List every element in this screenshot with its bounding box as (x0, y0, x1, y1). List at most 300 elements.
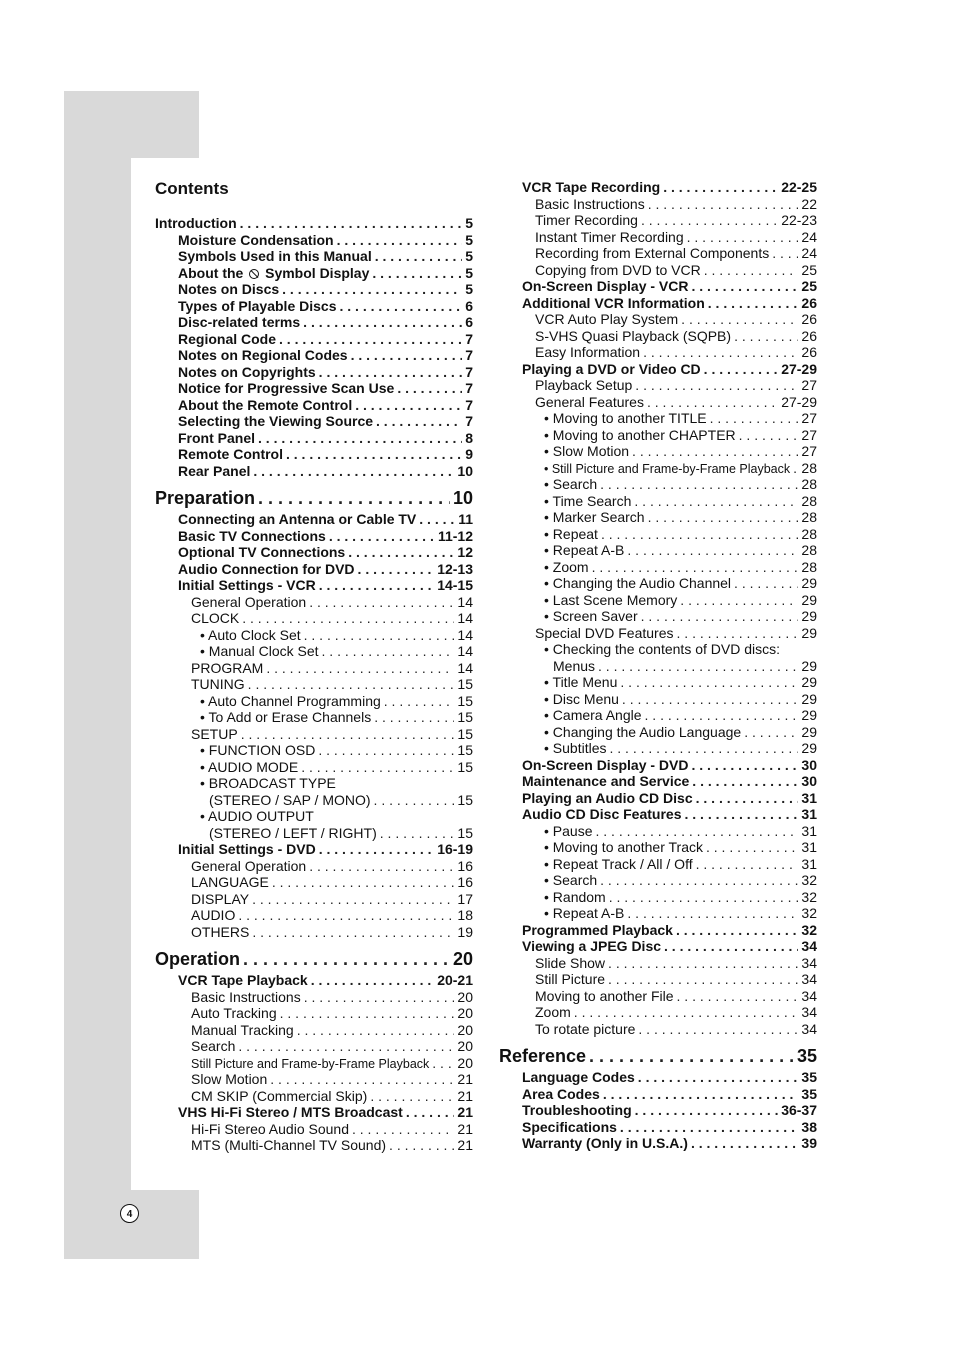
toc-page-number: 7 (465, 396, 473, 413)
toc-entry-title: Notes on Discs (178, 281, 280, 297)
dot-leader (322, 643, 455, 660)
dot-leader (309, 594, 454, 611)
prohibited-disc-icon (249, 269, 259, 279)
toc-entry-title: On-Screen Display - DVD (522, 756, 689, 773)
toc-entry (155, 808, 473, 825)
toc-section-heading (155, 487, 473, 509)
toc-entry-title: • Screen Saver (544, 608, 638, 624)
dot-leader (681, 311, 798, 328)
toc-entry (155, 265, 473, 282)
toc-page-number: 34 (801, 938, 817, 954)
dot-leader (358, 561, 435, 578)
toc-page-number: 29 (801, 723, 817, 740)
toc-page-number: 5 (465, 248, 473, 264)
toc-entry-title: Types of Playable Discs (178, 297, 337, 314)
dot-leader (647, 394, 778, 411)
dot-leader (734, 575, 798, 592)
dot-leader (684, 806, 798, 823)
toc-entry (522, 955, 817, 972)
toc-entry (155, 511, 473, 528)
toc-entry-title: Playing a DVD or Video CD (522, 360, 701, 377)
toc-page-number: 17 (457, 890, 473, 907)
dot-leader (370, 1088, 454, 1105)
dot-leader (677, 625, 799, 642)
toc-page-number: 32 (801, 905, 817, 921)
dot-leader (596, 823, 799, 840)
dot-leader (248, 676, 455, 693)
dot-leader (241, 726, 455, 743)
toc-entry (522, 311, 817, 328)
toc-page-number: 28 (801, 509, 817, 525)
dot-leader (622, 691, 799, 708)
toc-entry (522, 922, 817, 939)
dot-leader (687, 229, 799, 246)
toc-entry (522, 526, 817, 543)
toc-page-number: 7 (465, 347, 473, 363)
toc-page-number: 28 (801, 492, 817, 509)
toc-entry (522, 839, 817, 856)
toc-entry-title: Connecting an Antenna or Cable TV (178, 511, 417, 527)
toc-entry (155, 331, 473, 348)
toc-page-number: 7 (465, 380, 473, 396)
dot-leader (243, 948, 450, 970)
dot-leader (258, 487, 450, 509)
toc-entry (522, 592, 817, 609)
dot-leader (608, 955, 798, 972)
toc-entry (155, 314, 473, 331)
toc-entry (522, 509, 817, 526)
toc-entry-title: MTS (Multi-Channel TV Sound) (191, 1137, 387, 1153)
dot-leader (635, 377, 798, 394)
toc-entry (155, 397, 473, 414)
toc-entry-title: About the Symbol Display (178, 264, 370, 281)
dot-leader (266, 660, 454, 677)
toc-entry (522, 608, 817, 625)
toc-page-number: 14 (457, 593, 473, 610)
dot-leader (677, 988, 799, 1005)
toc-entry (522, 1069, 817, 1086)
toc-entry-title: Auto Tracking (191, 1005, 277, 1021)
toc-entry (522, 889, 817, 906)
toc-entry-title: Initial Settings - VCR (178, 577, 316, 593)
toc-entry-title: • Time Search (544, 492, 632, 509)
toc-entry (522, 377, 817, 394)
dot-leader (258, 430, 462, 447)
toc-page-number: 15 (457, 791, 473, 808)
dot-leader (574, 1004, 799, 1021)
toc-entry-title: Maintenance and Service (522, 773, 690, 789)
toc-page-number: 11 (458, 511, 473, 527)
toc-page-number: 15 (457, 676, 473, 692)
toc-entry (155, 1121, 473, 1138)
toc-entry (155, 891, 473, 908)
toc-entry (522, 823, 817, 840)
toc-page-number: 16 (457, 857, 473, 874)
toc-entry-title: On-Screen Display - VCR (522, 278, 689, 294)
dot-leader (301, 759, 454, 776)
dot-leader (419, 511, 455, 528)
dot-leader (374, 709, 454, 726)
dot-leader (280, 1005, 455, 1022)
dot-leader (708, 295, 799, 312)
dot-leader (664, 938, 798, 955)
toc-page-number: 11-12 (437, 527, 473, 544)
toc-entry-title: • Disc Menu (544, 690, 619, 707)
toc-entry-title: Operation (155, 949, 241, 969)
dot-leader (319, 841, 435, 858)
toc-entry (155, 792, 473, 809)
toc-page-number: 14 (457, 643, 473, 659)
toc-entry-title: VCR Tape Recording (522, 179, 661, 195)
toc-entry-title: • Title Menu (544, 674, 618, 690)
toc-entry-title: Viewing a JPEG Disc (522, 938, 662, 954)
toc-page-number: 5 (465, 231, 473, 248)
dot-leader (610, 740, 799, 757)
toc-entry-title: Slow Motion (191, 1071, 268, 1087)
toc-entry (155, 298, 473, 315)
toc-entry (155, 759, 473, 776)
toc-entry-title: • Changing the Audio Language (544, 723, 742, 740)
dot-leader (319, 364, 463, 381)
toc-page-number: 32 (801, 872, 817, 888)
toc-entry (522, 1086, 817, 1103)
toc-entry-title: Playback Setup (535, 377, 633, 393)
toc-entry-title: Selecting the Viewing Source (178, 413, 374, 429)
toc-page-number: 28 (801, 542, 817, 558)
toc-entry-title: Notice for Progressive Scan Use (178, 380, 395, 396)
toc-page-number: 25 (801, 261, 817, 278)
toc-page-number: 34 (801, 1020, 817, 1037)
toc-entry-title: • To Add or Erase Channels (200, 709, 372, 725)
dot-leader (696, 790, 799, 807)
toc-page-number: 28 (801, 476, 817, 492)
dot-leader (240, 215, 463, 232)
toc-entry-title: • Changing the Audio Channel (544, 575, 732, 591)
toc-page-number: 14 (457, 626, 473, 643)
toc-page-number: 29 (801, 575, 817, 591)
toc-page-number: 7 (465, 363, 473, 380)
dot-leader (282, 281, 462, 298)
dot-leader (297, 1022, 455, 1039)
toc-entry-title: Menus (553, 657, 596, 674)
toc-page-number: 31 (801, 789, 817, 806)
dot-leader (641, 212, 778, 229)
toc-entry-title: VCR Tape Playback (178, 972, 308, 988)
dot-leader (309, 858, 454, 875)
toc-entry-title: Special DVD Features (535, 624, 674, 641)
toc-entry-title: • BROADCAST TYPE (200, 775, 336, 791)
toc-entry-title: Recording from External Components (535, 245, 770, 261)
toc-page-number: 15 (457, 692, 473, 709)
dot-leader (406, 1104, 455, 1121)
toc-page-number: 9 (465, 446, 473, 462)
toc-entry-title: Moving to another File (535, 987, 674, 1004)
toc-entry (155, 1022, 473, 1039)
toc-entry (155, 544, 473, 561)
toc-page-number: 26 (801, 327, 817, 344)
toc-page-number: 39 (801, 1135, 817, 1151)
toc-page-number: 31 (801, 822, 817, 839)
toc-entry-title: Timer Recording (535, 212, 638, 228)
toc-entry-title: Disc-related terms (178, 314, 301, 330)
dot-leader (375, 248, 463, 265)
toc-entry (522, 278, 817, 295)
contents-title: Contents (155, 179, 229, 198)
toc-entry-title: • Camera Angle (544, 707, 642, 723)
toc-page-number: 19 (457, 923, 473, 940)
toc-page-number: 34 (801, 954, 817, 971)
toc-entry-title: Optional TV Connections (178, 544, 346, 560)
dot-leader (704, 262, 799, 279)
toc-entry (522, 1119, 817, 1136)
toc-entry-title: Audio CD Disc Features (522, 806, 682, 822)
toc-entry-title: Introduction (155, 215, 237, 231)
toc-page-number: 32 (801, 921, 817, 938)
toc-entry (522, 740, 817, 757)
toc-entry (155, 577, 473, 594)
toc-entry (155, 825, 473, 842)
toc-entry-title: • Marker Search (544, 509, 645, 525)
toc-entry-title: • Repeat A-B (544, 905, 625, 921)
toc-page-number: 20 (457, 1005, 473, 1021)
dot-leader (638, 1069, 799, 1086)
toc-entry (155, 1137, 473, 1154)
dot-leader (304, 627, 455, 644)
dot-leader (635, 1102, 779, 1119)
toc-page-number: 16 (457, 874, 473, 890)
dot-leader (706, 839, 798, 856)
page-number: 4 (120, 1204, 139, 1223)
toc-entry-title: Programmed Playback (522, 921, 673, 938)
toc-page-number: 27 (801, 410, 817, 426)
toc-entry (155, 1071, 473, 1088)
toc-entry (522, 1102, 817, 1119)
toc-entry (155, 775, 473, 792)
dot-leader (238, 1038, 454, 1055)
toc-page-number: 20 (457, 988, 473, 1005)
toc-page-number: 14 (457, 610, 473, 626)
toc-entry-title: Front Panel (178, 429, 256, 446)
gray-tab-bottom (64, 1190, 199, 1259)
dot-leader (620, 1119, 799, 1136)
toc-entry-title: (STEREO / SAP / MONO) (209, 791, 371, 808)
toc-section-heading (499, 1045, 817, 1067)
toc-entry-title: Preparation (155, 488, 256, 508)
dot-leader (600, 872, 798, 889)
toc-entry-title: Language Codes (522, 1069, 635, 1085)
toc-page-number: 30 (801, 756, 817, 773)
toc-page-number: 30 (801, 773, 817, 789)
toc-page-number: 24 (801, 228, 817, 245)
toc-entry-title: • FUNCTION OSD (200, 742, 316, 758)
dot-leader (339, 298, 462, 315)
toc-entry (522, 344, 817, 361)
toc-entry (522, 1135, 817, 1152)
dot-leader (389, 1137, 454, 1154)
toc-page-number: 27 (801, 426, 817, 443)
toc-entry-title: • Moving to another Track (544, 839, 703, 855)
dot-leader (601, 526, 798, 543)
toc-page-number: 14 (457, 659, 473, 676)
toc-page-number: 28 (801, 459, 817, 476)
toc-page-number: 15 (457, 758, 473, 775)
toc-entry-title: • Still Picture and Frame-by-Frame Playback (544, 461, 791, 476)
toc-entry (155, 413, 473, 430)
toc-entry (155, 841, 473, 858)
toc-entry-title: Playing an Audio CD Disc (522, 789, 693, 806)
dot-leader (608, 971, 798, 988)
toc-page-number: 21 (457, 1137, 473, 1153)
toc-entry (155, 561, 473, 578)
toc-entry-title: • Repeat A-B (544, 542, 625, 558)
toc-left-column (155, 215, 473, 1154)
toc-page-number: 12-13 (437, 560, 473, 577)
toc-entry (155, 627, 473, 644)
toc-entry (522, 542, 817, 559)
toc-page-number: 6 (465, 297, 473, 314)
dot-leader (303, 314, 462, 331)
toc-entry-title: • Repeat Track / All / Off (544, 855, 693, 872)
toc-page-number: 15 (457, 824, 473, 841)
toc-page-number: 29 (801, 707, 817, 723)
toc-entry (522, 641, 817, 658)
dot-leader (627, 542, 798, 559)
toc-entry (522, 427, 817, 444)
toc-entry-title: • AUDIO OUTPUT (200, 808, 314, 824)
toc-entry-title: • Last Scene Memory (544, 591, 678, 608)
toc-page-number: 14-15 (437, 577, 473, 593)
toc-entry-title: • Moving to another CHAPTER (544, 426, 736, 443)
toc-entry (155, 594, 473, 611)
toc-entry (155, 1088, 473, 1105)
toc-page-number: 5 (465, 281, 473, 297)
dot-leader (351, 347, 463, 364)
toc-entry-title: Rear Panel (178, 462, 251, 479)
toc-entry-title: • Subtitles (544, 740, 607, 756)
toc-entry (155, 528, 473, 545)
toc-entry-title: Specifications (522, 1118, 617, 1135)
toc-entry-title: General Features (535, 393, 644, 410)
dot-leader (634, 493, 798, 510)
dot-leader (739, 427, 799, 444)
dot-leader (663, 179, 778, 196)
toc-page-number: 26 (801, 294, 817, 311)
toc-page-number: 35 (801, 1085, 817, 1102)
toc-entry (522, 196, 817, 213)
toc-entry-title: Notes on Regional Codes (178, 347, 348, 363)
toc-entry-title: S-VHS Quasi Playback (SQPB) (535, 327, 732, 344)
toc-entry-title: • Manual Clock Set (200, 643, 319, 659)
toc-page-number: 21 (457, 1087, 473, 1104)
toc-entry-title: VHS Hi-Fi Stereo / MTS Broadcast (178, 1104, 403, 1120)
toc-entry-title: LANGUAGE (191, 874, 269, 890)
toc-entry (155, 248, 473, 265)
toc-entry-title: TUNING (191, 676, 245, 692)
toc-entry-title: Initial Settings - DVD (178, 841, 316, 857)
dot-leader (696, 856, 799, 873)
toc-entry (522, 460, 817, 477)
dot-leader (352, 1121, 454, 1138)
toc-page-number: 21 (457, 1120, 473, 1137)
toc-entry (522, 658, 817, 675)
toc-entry (522, 245, 817, 262)
dot-leader (311, 972, 435, 989)
toc-entry (522, 493, 817, 510)
dot-leader (609, 889, 799, 906)
dot-leader (242, 610, 454, 627)
dot-leader (620, 674, 798, 691)
toc-page-number: 34 (801, 971, 817, 987)
toc-page-number: 29 (801, 690, 817, 707)
toc-page-number: 28 (801, 558, 817, 575)
dot-leader (603, 1086, 799, 1103)
toc-entry (155, 924, 473, 941)
dot-leader (627, 905, 798, 922)
dot-leader (598, 658, 798, 675)
toc-entry (155, 347, 473, 364)
toc-entry-title: • Moving to another TITLE (544, 410, 707, 426)
dot-leader (648, 509, 799, 526)
toc-entry-title: Still Picture (535, 971, 606, 987)
toc-entry-title: Troubleshooting (522, 1102, 632, 1118)
toc-entry (522, 707, 817, 724)
toc-page-number: 22-25 (781, 179, 817, 195)
toc-page-number: 12 (457, 544, 473, 560)
toc-entry-title: Zoom (535, 1004, 571, 1020)
dot-leader (253, 463, 454, 480)
toc-entry-title: Hi-Fi Stereo Audio Sound (191, 1120, 349, 1137)
toc-entry-title: SETUP (191, 725, 238, 742)
dot-leader (638, 1021, 798, 1038)
dot-leader (397, 380, 462, 397)
toc-entry (522, 394, 817, 411)
gray-side-strip (64, 158, 131, 1190)
toc-entry-title: DISPLAY (191, 890, 250, 907)
dot-leader (376, 413, 462, 430)
toc-entry-title: Slide Show (535, 954, 606, 971)
dot-leader (691, 1135, 798, 1152)
dot-leader (279, 331, 462, 348)
toc-page-number: 27 (801, 377, 817, 393)
toc-page-number: 29 (801, 591, 817, 608)
toc-page-number: 7 (465, 413, 473, 429)
toc-entry-title: General Operation (191, 857, 307, 874)
toc-entry (155, 281, 473, 298)
dot-leader (734, 328, 798, 345)
toc-entry (522, 790, 817, 807)
toc-entry (522, 724, 817, 741)
toc-page-number: 20 (452, 949, 473, 969)
toc-entry (522, 575, 817, 592)
toc-entry (522, 476, 817, 493)
toc-entry (522, 691, 817, 708)
toc-entry-title: Basic Instructions (191, 988, 301, 1005)
toc-page-number: 16-19 (437, 841, 473, 857)
dot-leader (355, 397, 462, 414)
toc-page-number: 26 (801, 344, 817, 360)
toc-entry (522, 988, 817, 1005)
toc-entry (155, 709, 473, 726)
toc-page-number: 18 (457, 907, 473, 923)
toc-page-number: 27 (801, 443, 817, 459)
toc-page-number: 5 (465, 264, 473, 281)
toc-page-number: 27-29 (781, 393, 817, 410)
toc-entry-title: Easy Information (535, 344, 641, 360)
toc-entry-title: • Auto Clock Set (200, 626, 301, 643)
toc-entry-title: Instant Timer Recording (535, 228, 684, 245)
dot-leader (337, 232, 463, 249)
toc-entry (155, 693, 473, 710)
